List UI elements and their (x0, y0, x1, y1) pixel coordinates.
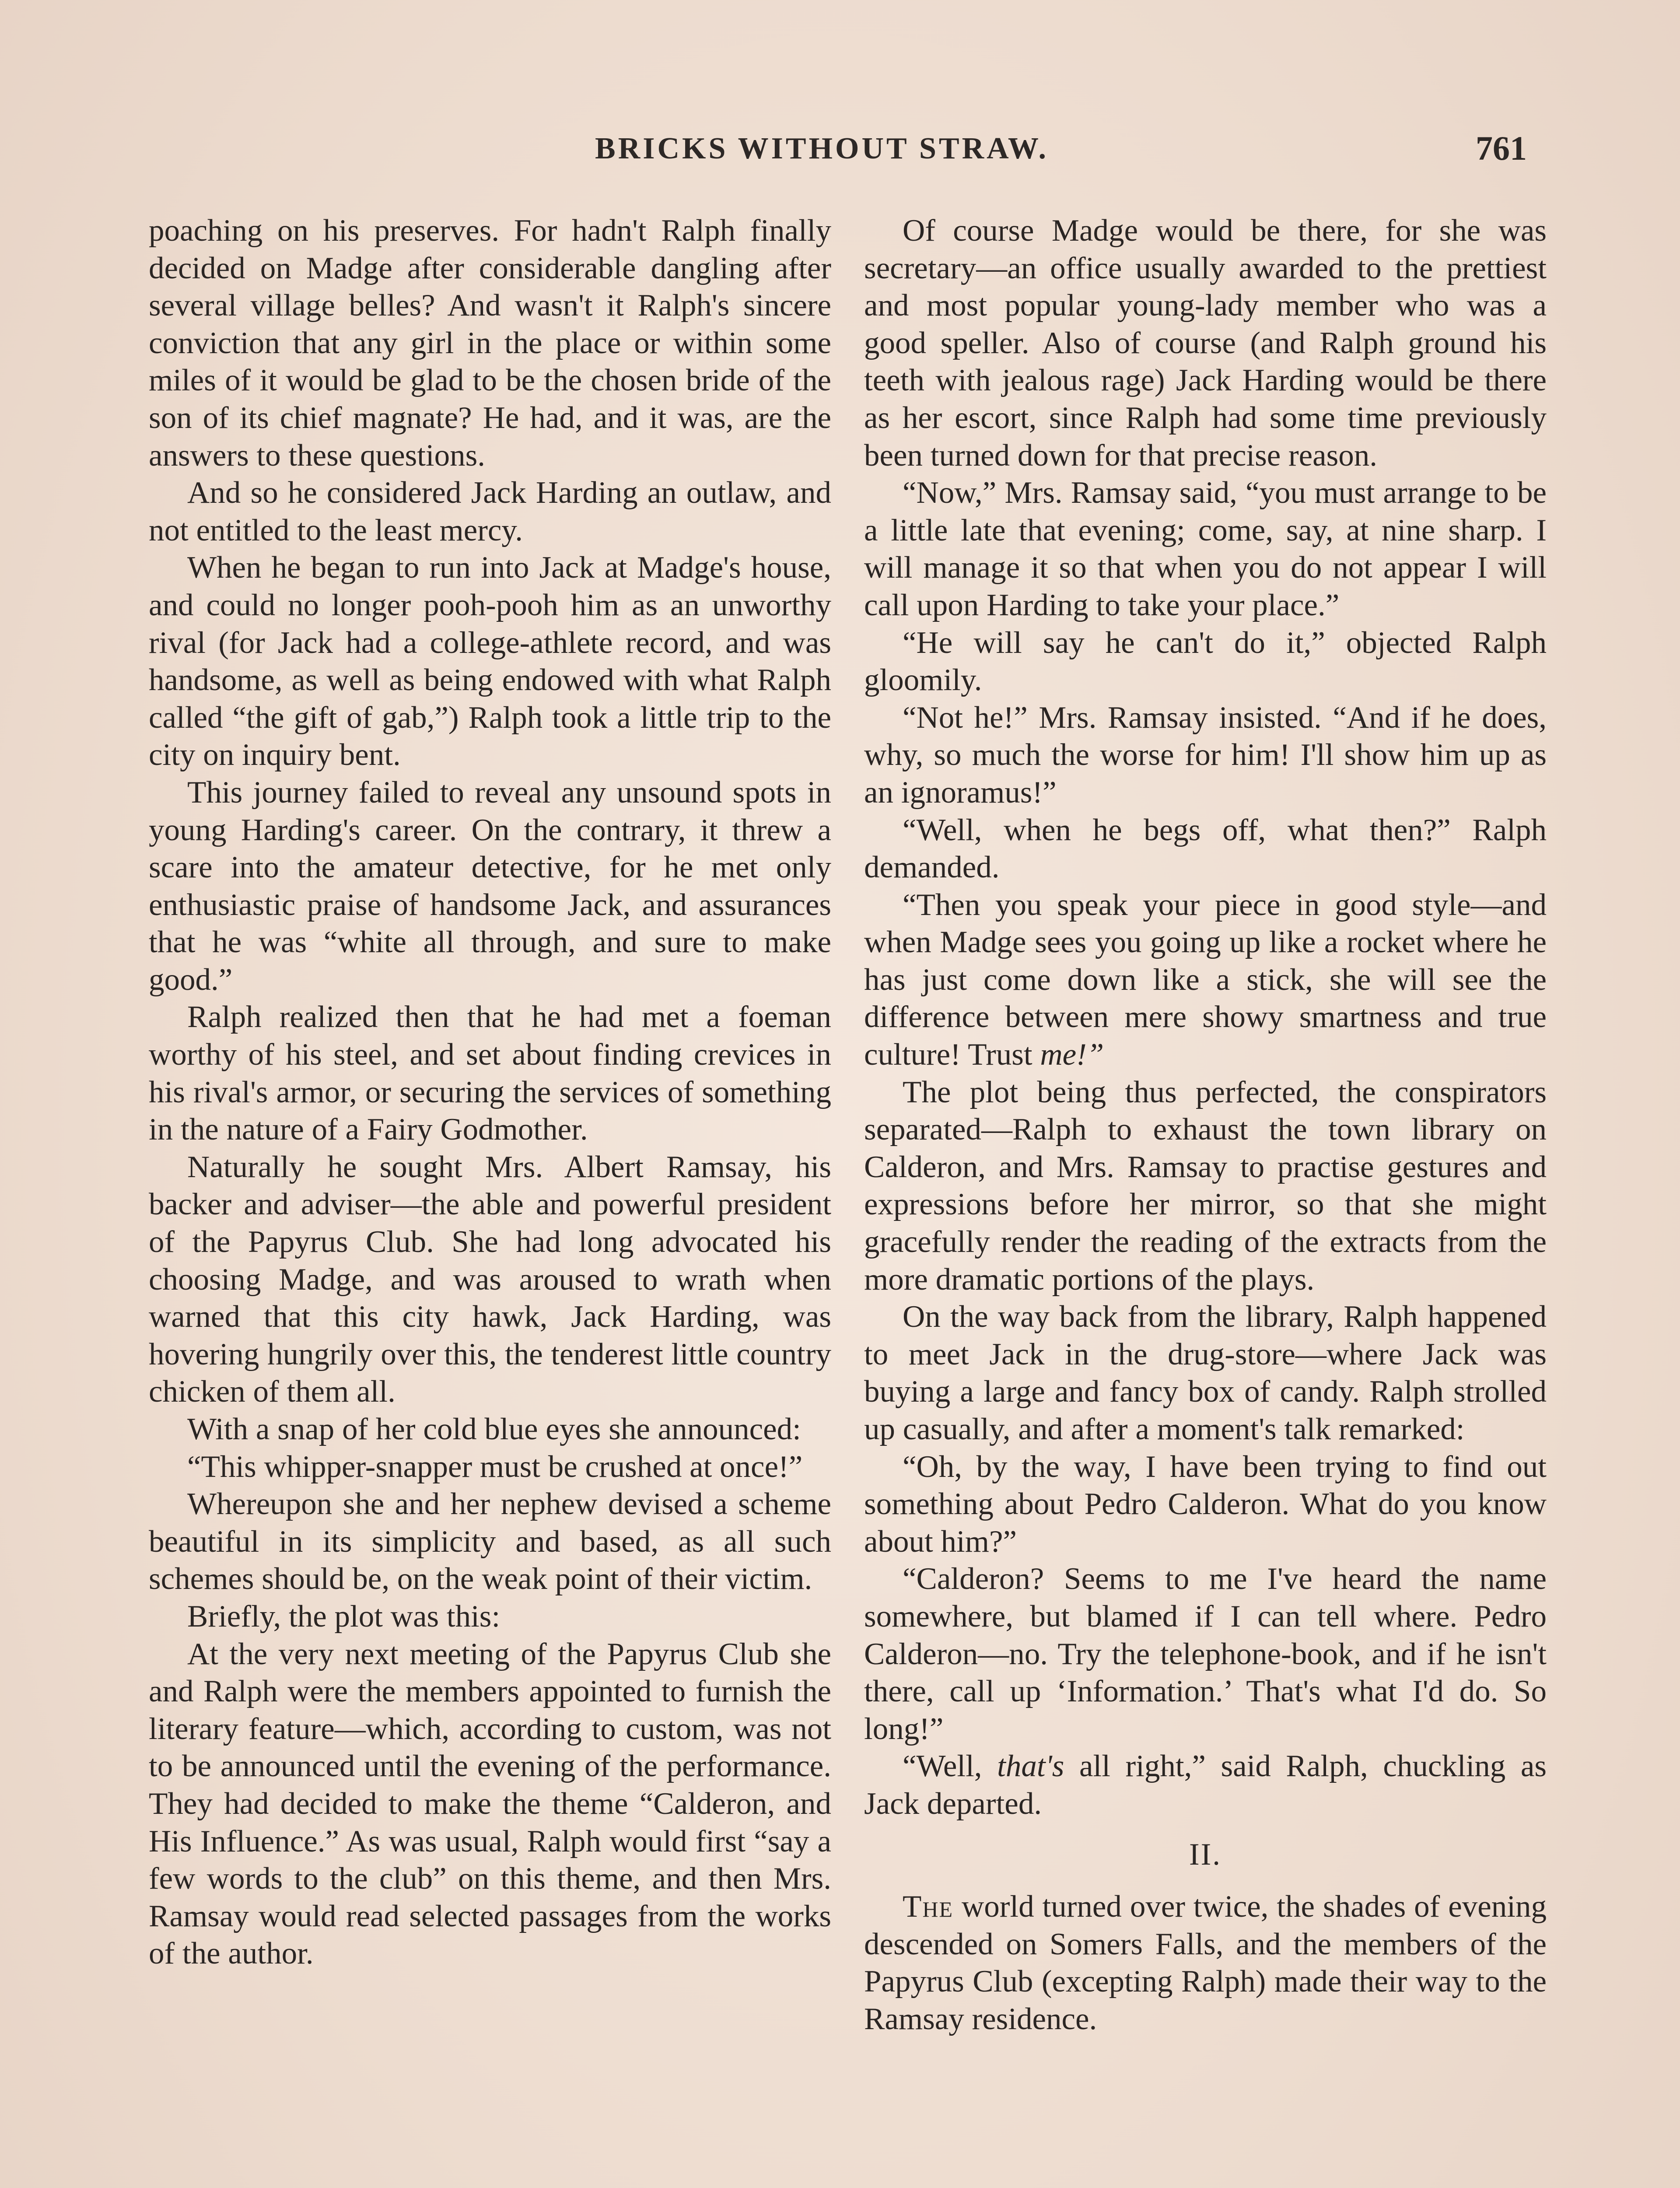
paragraph: At the very next meeting of the Papyrus Club she and Ralph were the members appointed to furnish the literary feature—which, according to custom, was not to be announced until the evening of the performance. They had decided to make the theme “Calderon, and His Influence.” As was usual, Ralph would first “say a few words to the club” on this theme, and then Mrs. Ramsay would read selected passages from the works of the author. (149, 1637, 831, 1971)
paragraph-text: all right,” said Ralph, chuckling as Jack departed. (864, 1749, 1547, 1821)
paragraph: “Not he!” Mrs. Ramsay insisted. “And if he does, why, so much the worse for him! I'll show him up as an ignoramus!” (864, 700, 1547, 810)
paragraph-text: “Then you speak your piece in good style—and when Madge sees you going up like a rocket where he has just come down like a stick, she will see the difference between mere showy smartness and true culture! Trust (864, 887, 1547, 1072)
paragraph (864, 1888, 1547, 2038)
paragraph: “Oh, by the way, I have been trying to find out something about Pedro Calderon. What do you know about him?” (864, 1449, 1547, 1559)
paragraph: poaching on his preserves. For hadn't Ralph finally decided on Madge after considerable dangling after several village belles? And wasn't it Ralph's sincere conviction that any girl in the place or within some miles of it would be glad to be the chosen bride of the son of its chief magnate? He had, and it was, are the answers to these questions. (149, 214, 831, 473)
paragraph: “This whipper-snapper must be crushed at once!” (187, 1449, 803, 1484)
paragraph: “He will say he can't do it,” objected Ralph gloomily. (864, 625, 1547, 698)
paragraph: This journey failed to reveal any unsound spots in young Harding's career. On the contrary, it threw a scare into the amateur detective, for he met only enthusiastic praise of handsome Jack, and assurances that he was “white all through, and sure to make good.” (149, 775, 831, 997)
section-heading: II. (1189, 1837, 1222, 1872)
running-title: BRICKS WITHOUT STRAW. (595, 132, 1049, 165)
paragraph: On the way back from the library, Ralph happened to meet Jack in the drug-store—where Jack was buying a large and fancy box of candy. Ralph strolled up casually, and after a moment's talk remarked: (864, 1300, 1547, 1446)
paragraph: And so he considered Jack Harding an outlaw, and not entitled to the least mercy. (149, 476, 831, 547)
left-column (149, 212, 831, 1973)
paragraph: Briefly, the plot was this: (187, 1599, 500, 1634)
emphasis-thats: that's (997, 1749, 1064, 1784)
paragraph (864, 887, 1547, 1074)
small-caps-lead: The (903, 1890, 954, 1924)
paragraph-text: world turned over twice, the shades of evening descended on Somers Falls, and the members of the Papyrus Club (excepting Ralph) made their way to the Ramsay residence. (864, 1890, 1547, 2036)
paragraph: With a snap of her cold blue eyes she announced: (187, 1412, 801, 1446)
right-column (864, 212, 1547, 2038)
paragraph: Of course Madge would be there, for she was secretary—an office usually awarded to the prettiest and most popular young-lady member who was a good speller. Also of course (and Ralph ground his teeth with jealous rage) Jack Harding would be there as her escort, since Ralph had some time previously been turned down for that precise reason. (864, 214, 1547, 473)
paragraph-text: “Well, (903, 1749, 982, 1784)
emphasis-me: me!” (1040, 1038, 1104, 1072)
paragraph: “Well, when he begs off, what then?” Ralph demanded. (864, 813, 1547, 885)
paragraph: Ralph realized then that he had met a foeman worthy of his steel, and set about finding crevices in his rival's armor, or securing the services of something in the nature of a Fairy Godmother. (149, 1000, 831, 1147)
running-head (144, 131, 1544, 179)
paragraph (864, 1748, 1547, 1823)
paragraph: “Now,” Mrs. Ramsay said, “you must arrange to be a little late that evening; come, say, at nine sharp. I will manage it so that when you do not appear I will call upon Harding to take your place.” (864, 476, 1547, 622)
paragraph: When he began to run into Jack at Madge's house, and could no longer pooh-pooh him as an unworthy rival (for Jack had a college-athlete record, and was handsome, as well as being endowed with what Ralph called “the gift of gab,”) Ralph took a little trip to the city on inquiry bent. (149, 551, 831, 772)
page-number: 761 (1476, 129, 1527, 167)
paragraph: The plot being thus perfected, the conspirators separated—Ralph to exhaust the town library on Calderon, and Mrs. Ramsay to practise gestures and expressions before her mirror, so that she might gracefully render the reading of the extracts from the more dramatic portions of the plays. (864, 1075, 1547, 1297)
paragraph: Naturally he sought Mrs. Albert Ramsay, his backer and adviser—the able and powerful president of the Papyrus Club. She had long advocated his choosing Madge, and was aroused to wrath when warned that this city hawk, Jack Harding, was hovering hungrily over this, the tenderest little country chicken of them all. (149, 1150, 831, 1409)
paragraph: “Calderon? Seems to me I've heard the name somewhere, but blamed if I can tell where. Pedro Calderon—no. Try the telephone-book, and if he isn't there, call up ‘Information.’ That's what I'd do. So long!” (864, 1562, 1547, 1746)
paragraph: Whereupon she and her nephew devised a scheme beautiful in its simplicity and based, as all such schemes should be, on the weak point of their victim. (149, 1487, 831, 1596)
